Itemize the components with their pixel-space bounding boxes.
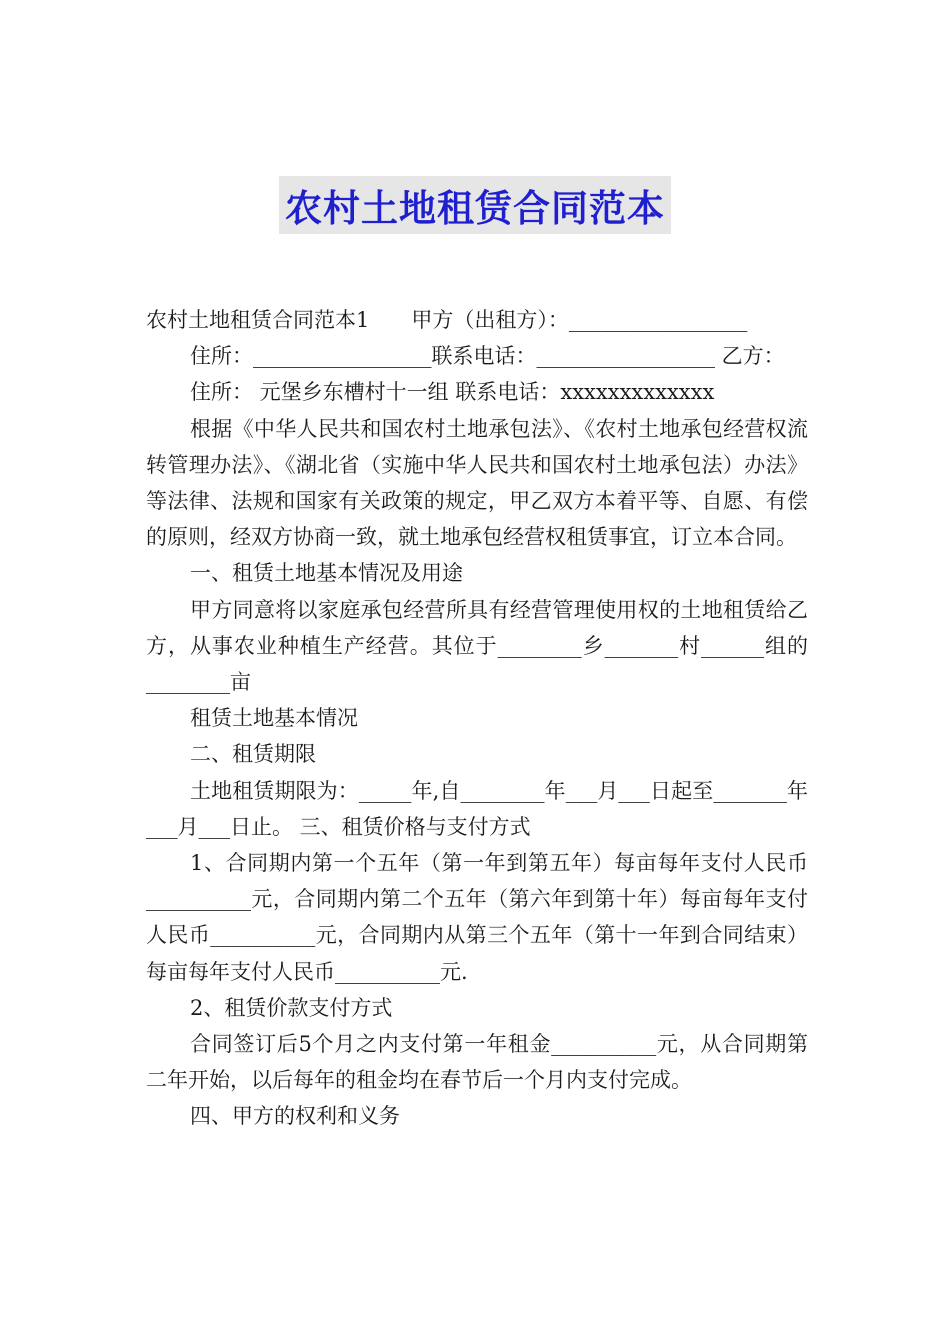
paragraph-land-info: 租赁土地基本情况: [190, 706, 358, 731]
section-heading-party-a-rights: 四、甲方的权利和义务: [190, 1104, 400, 1129]
section-heading-lease-term: 二、租赁期限: [190, 742, 316, 767]
paragraph-payment: 合同签订后5个月之内支付第一年租金__________元，从合同期第二年开始，以后每年的租金均在春节后一个月内支付完成。: [146, 1032, 808, 1093]
paragraph-legal-basis: 根据《中华人民共和国农村土地承包法》、《农村土地承包经营权流转管理办法》、《湖北省（实施中华人民共和国农村土地承包法）办法》等法律、法规和国家有关政策的规定，甲乙双方本着平等、自愿、有偿的原则，经双方协商一致，就土地承包经营权租赁事宜，订立本合同。: [146, 416, 808, 550]
section-heading-payment-method: 2、租赁价款支付方式: [190, 995, 393, 1020]
title-container: [0, 176, 950, 234]
document-title: 农村土地租赁合同范本: [279, 176, 671, 234]
paragraph-lease-term: 土地租赁期限为：_____年,自________年___月___日起至_______年___月___日止。 三、租赁价格与支付方式: [146, 778, 808, 839]
paragraph-party-a: 农村土地租赁合同范本1 甲方（出租方）：_________________: [146, 308, 748, 332]
paragraph-party-b-address: 住所： 元堡乡东槽村十一组 联系电话：xxxxxxxxxxxxx: [190, 380, 715, 405]
paragraph-land-location: 甲方同意将以家庭承包经营所具有经营管理使用权的土地租赁给乙方，从事农业种植生产经营。其位于________乡_______村______组的________亩: [146, 597, 808, 695]
paragraph-price: 1、合同期内第一个五年（第一年到第五年）每亩每年支付人民币__________元，合同期内第二个五年（第六年到第十年）每亩每年支付人民币__________元，合同期内从第三个五年（第十一年到合同结束）每亩每年支付人民币__________元.: [146, 851, 808, 984]
document-body: [146, 302, 808, 1135]
paragraph-party-a-address: 住所：_________________联系电话：_________________ 乙方：: [190, 344, 785, 369]
section-heading-land-usage: 一、租赁土地基本情况及用途: [190, 561, 463, 586]
